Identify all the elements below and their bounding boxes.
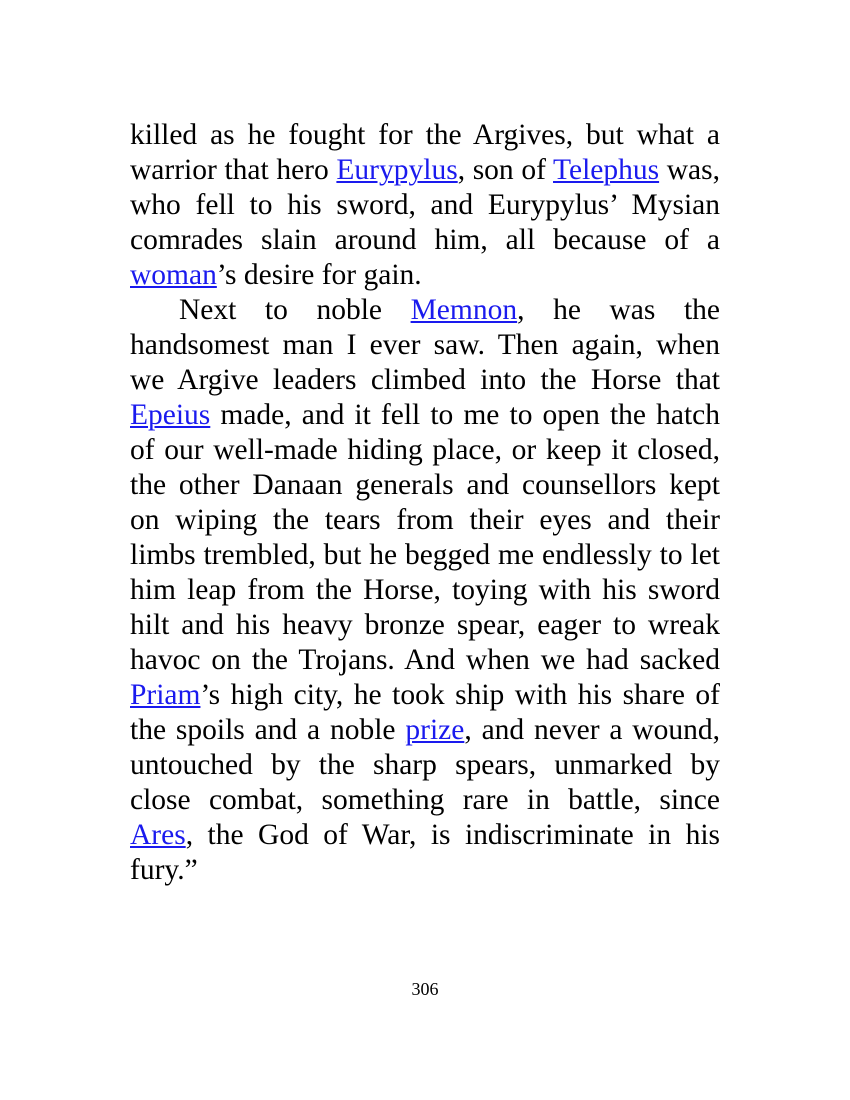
text-run: ’s high city, he took ship with his share of the spoils and a noble: [130, 679, 720, 746]
text-run: , the God of War, is indiscriminate in his fury.”: [130, 819, 720, 886]
link-woman[interactable]: woman: [130, 259, 217, 291]
text-run: , son of: [457, 154, 554, 186]
link-memnon[interactable]: Memnon: [410, 294, 518, 326]
text-run: , and never a wound, untouched by the sharp spears, unmarked by close combat, something rare in battle, since: [130, 714, 720, 816]
link-prize[interactable]: prize: [405, 714, 465, 746]
text-run: ’s desire for gain.: [216, 259, 422, 291]
link-epeius[interactable]: Epeius: [130, 399, 211, 431]
link-eurypylus[interactable]: Eurypylus: [336, 154, 458, 186]
link-telephus[interactable]: Telephus: [553, 154, 660, 186]
page-number: 306: [411, 979, 439, 999]
body-text: [130, 118, 720, 888]
text-run: was, who fell to his sword, and Eurypylus’ Mysian comrades slain around him, all because of a: [130, 154, 720, 256]
paragraph-1: [130, 118, 720, 293]
link-priam[interactable]: Priam: [130, 679, 201, 711]
text-run: Next to noble: [179, 294, 411, 326]
text-run: killed as he fought for the Argives, but what a warrior that hero: [130, 119, 720, 186]
paragraph-2: [130, 293, 720, 888]
text-run: , he was the handsomest man I ever saw. Then again, when we Argive leaders climbed into the Horse that: [130, 294, 720, 396]
link-ares[interactable]: Ares: [130, 819, 186, 851]
text-run: made, and it fell to me to open the hatch of our well-made hiding place, or keep it closed, the other Danaan generals and counsellors kept on wiping the tears from their eyes and their limbs trembled, but he begged me endlessly to let him leap from the Horse, toying with his sword hilt and his heavy bronze spear, eager to wreak havoc on the Trojans. And when we had sacked: [130, 399, 720, 676]
